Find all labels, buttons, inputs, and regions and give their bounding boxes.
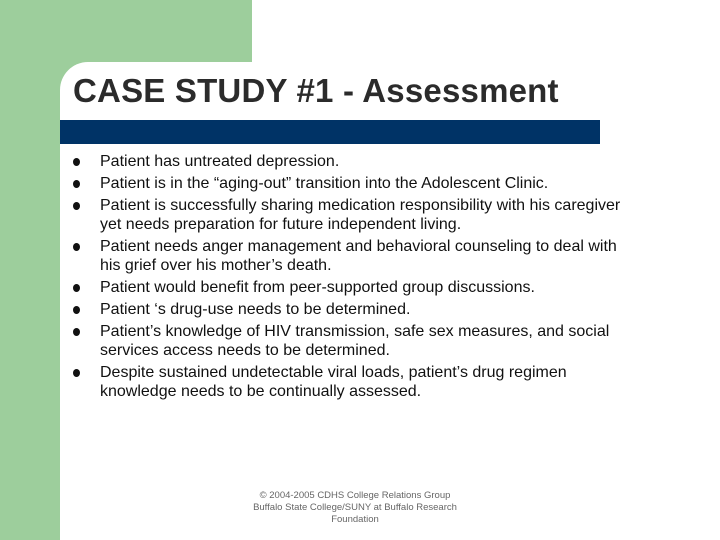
bullet-icon (73, 158, 80, 166)
slide-title: CASE STUDY #1 - Assessment (73, 72, 559, 109)
bullet-list (73, 152, 633, 404)
bullet-item (73, 363, 633, 401)
footer-line-1: © 2004-2005 CDHS College Relations Group (259, 490, 451, 501)
bullet-item (73, 278, 633, 297)
bullet-icon (73, 328, 80, 336)
bullet-icon (73, 243, 80, 251)
bullet-text: Patient needs anger management and behavioral counseling to deal with his grief over his mother’s death. (100, 238, 617, 274)
bullet-text: Patient ‘s drug-use needs to be determined. (100, 301, 411, 318)
bullet-item (73, 152, 633, 171)
footer-line-3: Foundation (331, 514, 379, 525)
bullet-icon (73, 306, 80, 314)
title-underline-bar (60, 120, 600, 144)
bullet-item (73, 174, 633, 193)
bullet-text: Patient’s knowledge of HIV transmission, safe sex measures, and social services access needs to be determined. (100, 323, 610, 359)
bullet-item (73, 196, 633, 234)
bullet-icon (73, 284, 80, 292)
bullet-icon (73, 202, 80, 210)
bullet-item (73, 237, 633, 275)
copyright-footer (230, 490, 480, 526)
bullet-item (73, 322, 633, 360)
bullet-text: Patient is successfully sharing medication responsibility with his caregiver yet needs preparation for future independent living. (100, 197, 621, 233)
bullet-icon (73, 369, 80, 377)
bullet-text: Patient is in the “aging-out” transition into the Adolescent Clinic. (100, 175, 549, 192)
bullet-text: Despite sustained undetectable viral loads, patient’s drug regimen knowledge needs to be continually assessed. (100, 364, 567, 400)
footer-line-2: Buffalo State College/SUNY at Buffalo Research (253, 502, 457, 513)
bullet-item (73, 300, 633, 319)
bullet-text: Patient would benefit from peer-supported group discussions. (100, 279, 535, 296)
bullet-text: Patient has untreated depression. (100, 153, 340, 170)
bullet-icon (73, 180, 80, 188)
